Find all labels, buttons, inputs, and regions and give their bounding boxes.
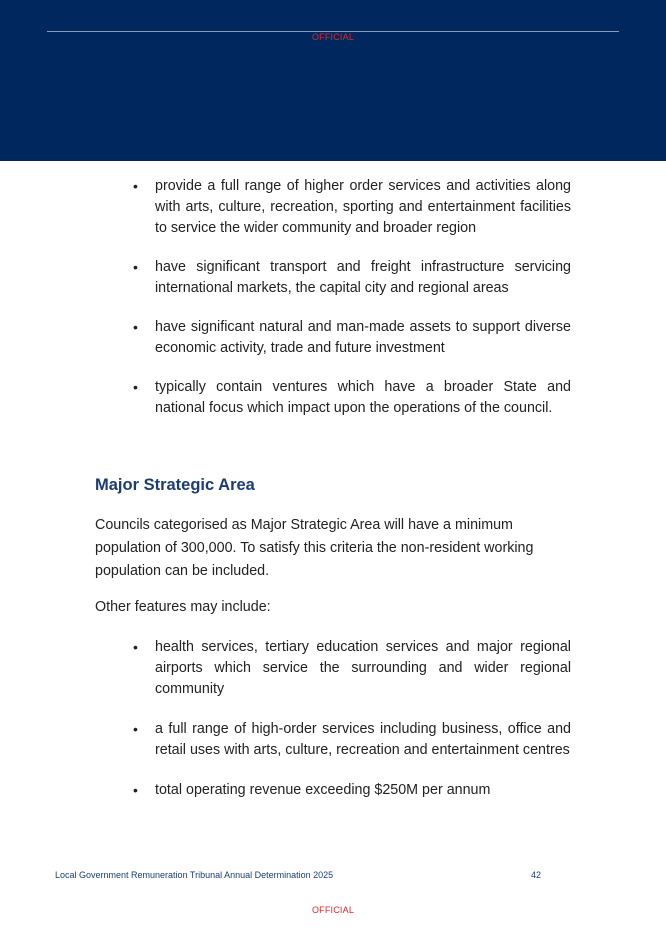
list-item-text: provide a full range of higher order services and activities along with arts, culture, recreation, sporting and entertainment facilities to service the wider community and broader region xyxy=(155,178,571,236)
bullet-icon: • xyxy=(133,782,138,798)
list-item-text: health services, tertiary education services and major regional airports which service the surrounding and wider regional community xyxy=(155,639,571,697)
bullet-icon: • xyxy=(133,639,138,655)
list-item xyxy=(131,637,571,700)
list-item-text: have significant natural and man-made assets to support diverse economic activity, trade and future investment xyxy=(155,319,571,356)
features-bullet-list xyxy=(131,637,571,820)
classification-marking-bottom: OFFICIAL xyxy=(311,905,355,915)
list-item-text: typically contain ventures which have a broader State and national focus which impact upon the operations of the council. xyxy=(155,379,571,416)
bullet-icon: • xyxy=(133,178,138,194)
classification-marking-top: OFFICIAL xyxy=(311,32,355,42)
list-item-text: have significant transport and freight infrastructure servicing international markets, the capital city and regional areas xyxy=(155,259,571,296)
list-item xyxy=(131,377,571,419)
list-item-text: a full range of high-order services including business, office and retail uses with arts, culture, recreation and entertainment centres xyxy=(155,721,571,758)
list-item xyxy=(131,176,571,239)
list-item xyxy=(131,317,571,359)
list-item xyxy=(131,719,571,761)
section-heading: Major Strategic Area xyxy=(95,476,255,494)
list-item-text: total operating revenue exceeding $250M per annum xyxy=(155,782,491,798)
bullet-icon: • xyxy=(133,319,138,335)
section-paragraph-features: Other features may include: xyxy=(95,599,271,615)
list-item xyxy=(131,780,571,801)
list-item xyxy=(131,257,571,299)
bullet-icon: • xyxy=(133,259,138,275)
intro-bullet-list xyxy=(131,176,571,437)
bullet-icon: • xyxy=(133,379,138,395)
bullet-icon: • xyxy=(133,721,138,737)
section-paragraph: Councils categorised as Major Strategic Area will have a minimum population of 300,000. To satisfy this criteria the non-resident working population can be included. xyxy=(95,517,534,579)
footer-document-title: Local Government Remuneration Tribunal Annual Determination 2025 xyxy=(55,870,334,880)
header-band xyxy=(0,0,666,161)
footer-page-number: 42 xyxy=(531,870,542,880)
